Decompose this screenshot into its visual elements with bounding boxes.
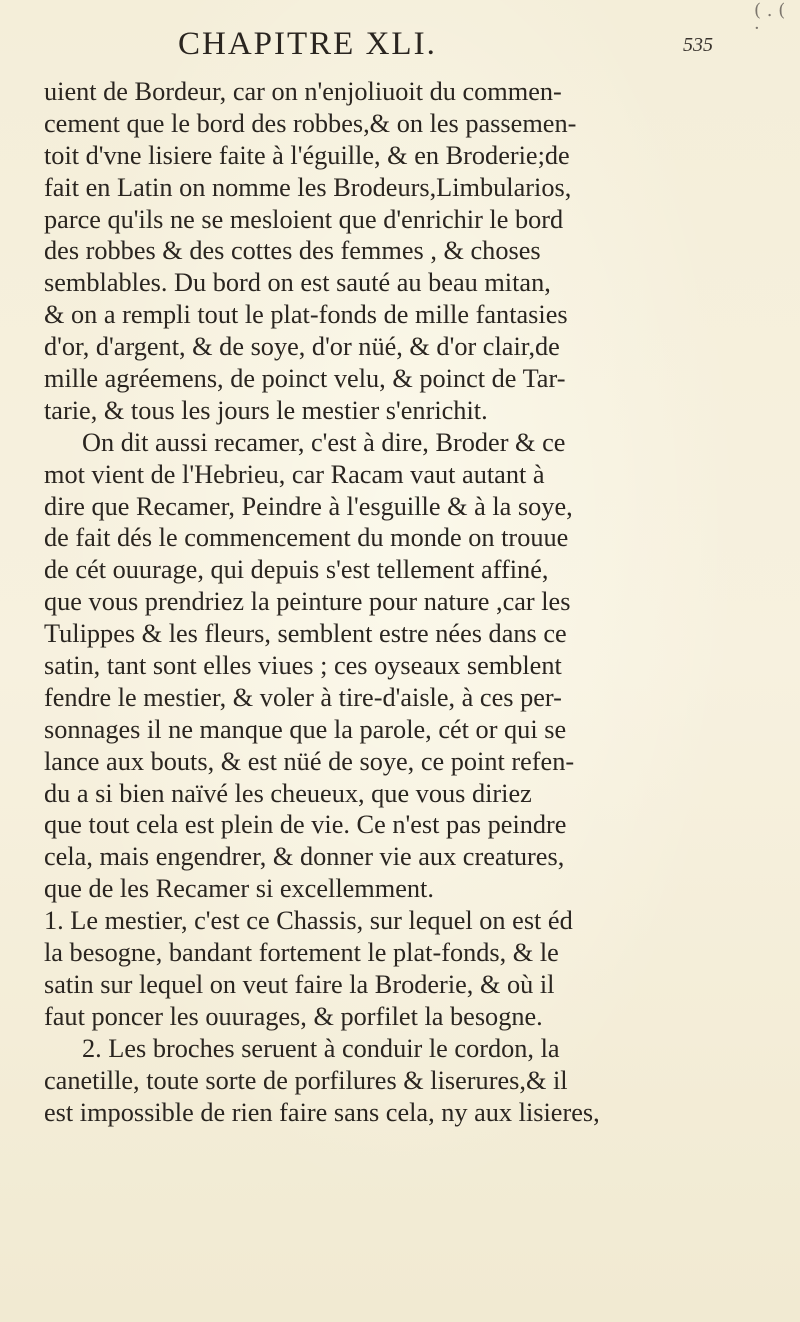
text-line: du a si bien naïvé les cheueux, que vous diriez	[44, 778, 532, 808]
text-line: fendre le mestier, & voler à tire-d'aisle, à ces per-	[44, 682, 562, 712]
text-line: faut poncer les ouurages, & porfilet la besogne.	[44, 1001, 543, 1031]
text-line: des robbes & des cottes des femmes , & choses	[44, 236, 541, 266]
text-line: 2. Les broches seruent à conduir le cordon, la	[82, 1033, 560, 1063]
text-line: dire que Recamer, Peindre à l'esguille & à la soye,	[44, 491, 573, 521]
text-line: toit d'vne lisiere faite à l'éguille, & en Broderie;de	[44, 140, 570, 170]
text-line: parce qu'ils ne se mesloient que d'enrichir le bord	[44, 204, 564, 234]
page-number: 535	[683, 34, 713, 56]
text-line: cement que le bord des robbes,& on les passemen-	[44, 108, 577, 138]
text-line: de fait dés le commencement du monde on trouue	[44, 523, 569, 553]
text-line: cela, mais engendrer, & donner vie aux creatures,	[44, 842, 565, 872]
text-line: de cét ouurage, qui depuis s'est tellement affiné,	[44, 555, 549, 585]
text-line: On dit aussi recamer, c'est à dire, Broder & ce	[82, 427, 566, 457]
text-line: fait en Latin on nomme les Brodeurs,Limbularios,	[44, 172, 572, 202]
body-text	[44, 76, 764, 1128]
text-line: sonnages il ne manque que la parole, cét or qui se	[44, 714, 567, 744]
text-line: mille agréemens, de poinct velu, & poinct de Tar-	[44, 364, 566, 394]
text-line: la besogne, bandant fortement le plat-fonds, & le	[44, 938, 559, 968]
text-line: 1. Le mestier, c'est ce Chassis, sur lequel on est éd	[44, 906, 573, 936]
text-line: que de les Recamer si excellemment.	[44, 874, 434, 904]
text-line: satin, tant sont elles viues ; ces oyseaux semblent	[44, 651, 562, 681]
text-line: tarie, & tous les jours le mestier s'enrichit.	[44, 395, 488, 425]
text-line: satin sur lequel on veut faire la Broderie, & où il	[44, 969, 555, 999]
text-line: & on a rempli tout le plat-fonds de mille fantasies	[44, 300, 568, 330]
text-line: uient de Bordeur, car on n'enjoliuoit du commen-	[44, 77, 562, 106]
text-line: mot vient de l'Hebrieu, car Racam vaut autant à	[44, 459, 545, 489]
text-line: d'or, d'argent, & de soye, d'or nüé, & d'or clair,de	[44, 332, 560, 362]
text-line: canetille, toute sorte de porfilures & liserures,& il	[44, 1065, 568, 1095]
text-line: que vous prendriez la peinture pour nature ,car les	[44, 587, 571, 617]
running-head: CHAPITRE XLI.	[178, 26, 437, 62]
text-line: que tout cela est plein de vie. Ce n'est pas peindre	[44, 810, 567, 840]
page-edge-mark: ( . ( ·	[754, 0, 786, 39]
text-line: lance aux bouts, & est nüé de soye, ce point refen-	[44, 746, 575, 776]
page-header	[0, 26, 800, 66]
text-line: semblables. Du bord on est sauté au beau mitan,	[44, 268, 551, 298]
text-line: Tulippes & les fleurs, semblent estre nées dans ce	[44, 619, 567, 649]
text-line: est impossible de rien faire sans cela, ny aux lisieres,	[44, 1097, 600, 1127]
